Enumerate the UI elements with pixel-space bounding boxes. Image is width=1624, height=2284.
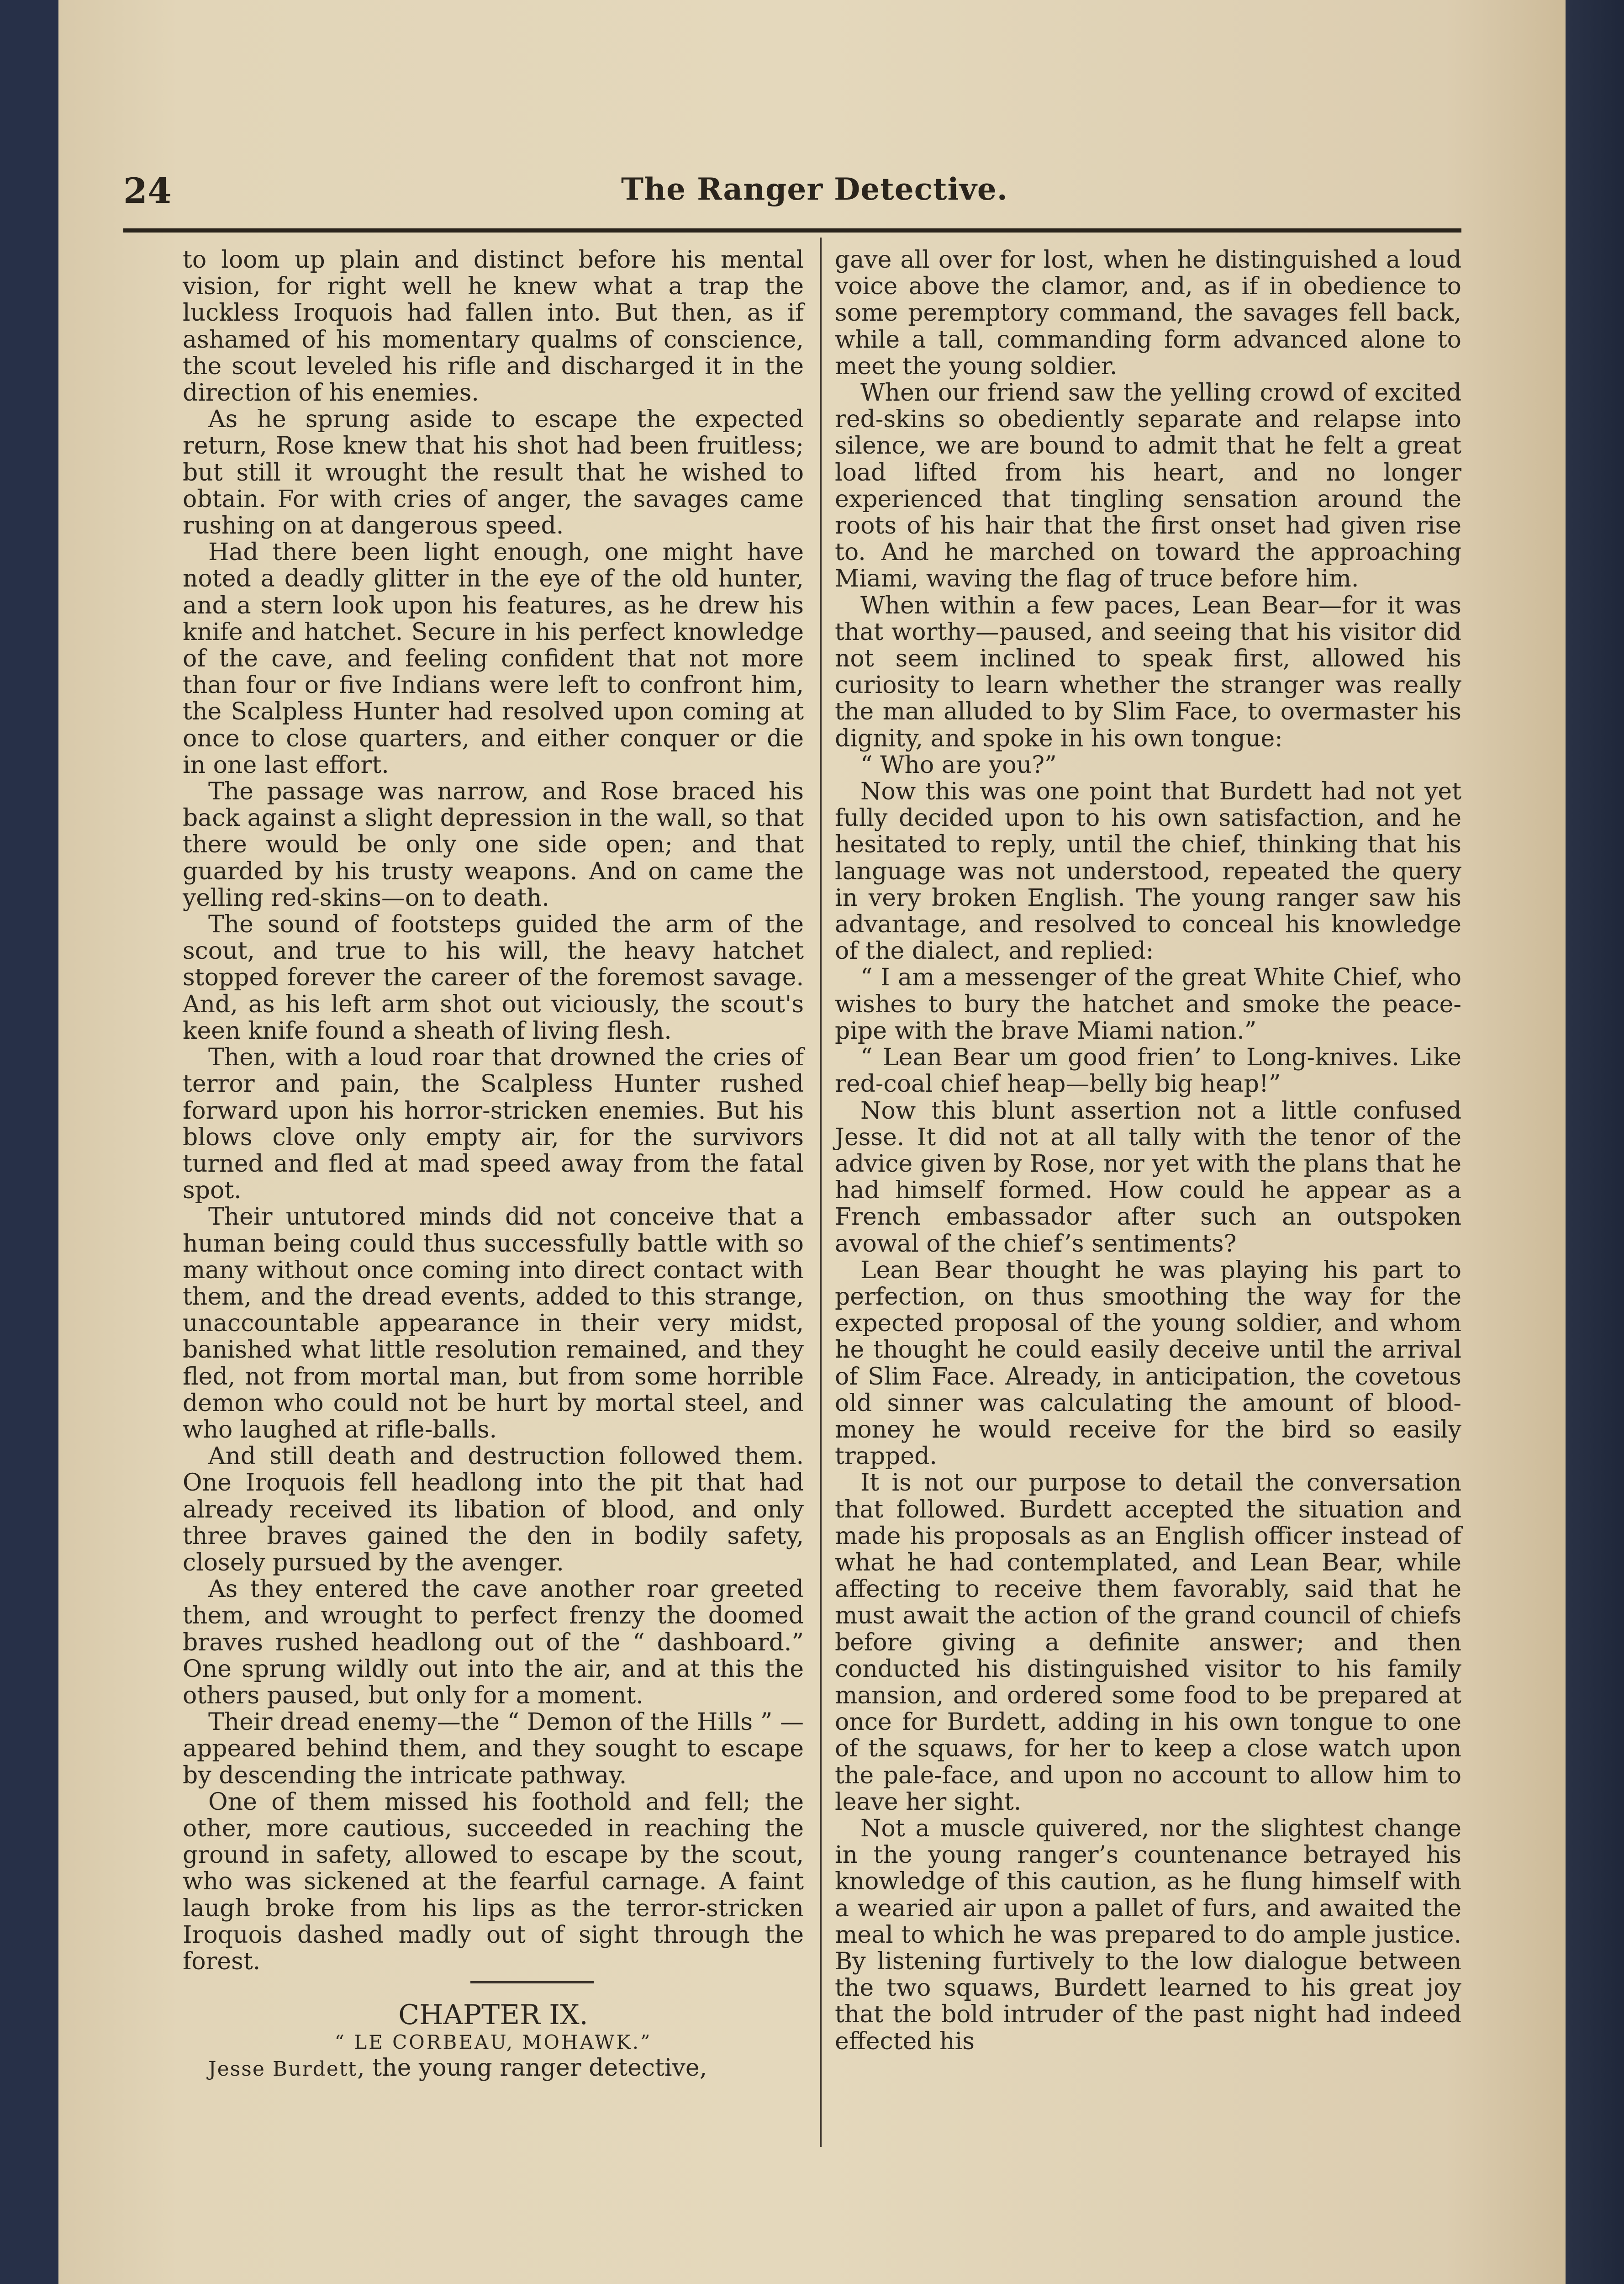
paragraph: One of them missed his foothold and fell; the other, more cautious, succeeded in reaching the ground in safety, allowed to escape by the scout, who was sickened at the fearful carnage. A faint laugh broke from his lips as the terror-stricken Iroquois dashed madly out of sight through the forest. <box>183 1788 804 1975</box>
paragraph: Lean Bear thought he was playing his part to perfection, on thus smoothing the way for the expected proposal of the young soldier, and whom he thought he could easily deceive until the arrival of Slim Face. Already, in anticipation, the covetous old sinner was calculating the amount of blood-money he would receive for the bird so easily trapped. <box>835 1256 1461 1470</box>
paragraph: Had there been light enough, one might have noted a deadly glitter in the eye of the old hunter, and a stern look upon his features, as he drew his knife and hatchet. Secure in his perfect knowledge of the cave, and feeling confident that not more than four or five Indians were left to confront him, the Scalpless Hunter had resolved upon coming at once to close quarters, and either conquer or die in one last effort. <box>183 539 804 779</box>
paragraph: It is not our purpose to detail the conversation that followed. Burdett accepted the situation and made his proposals as an English officer instead of what he had contemplated, and Lean Bear, while affecting to receive them favorably, said that he must await the action of the grand council of chiefs before giving a definite answer; and then conducted his distinguished visitor to his family mansion, and ordered some food to be prepared at once for Burdett, adding in his own tongue to one of the squaws, for her to keep a close watch upon the pale-face, and upon no account to allow him to leave her sight. <box>835 1469 1461 1816</box>
paragraph: Their dread enemy—the “ Demon of the Hills ” —appeared behind them, and they sought to escape by descending the intricate pathway. <box>183 1708 804 1789</box>
running-title: The Ranger Detective. <box>621 171 1008 207</box>
paragraph: to loom up plain and distinct before his mental vision, for right well he knew what a trap the luckless Iroquois had fallen into. But then, as if ashamed of his momentary qualms of conscience, the scout leveled his rifle and discharged it in the direction of his enemies. <box>183 246 804 407</box>
page-number: 24 <box>123 170 172 211</box>
chapter-opening-text: , the young ranger detective, <box>357 2054 707 2082</box>
running-head <box>123 162 1461 217</box>
paragraph: As he sprung aside to escape the expected return, Rose knew that his shot had been fruitless; but still it wrought the result that he wished to obtain. For with cries of anger, the savages came rushing on at dangerous speed. <box>183 406 804 540</box>
paragraph: “ Lean Bear um good frien’ to Long-knives. Like red-coal chief heap—belly big heap!” <box>835 1044 1461 1098</box>
chapter-heading: CHAPTER IX. <box>398 1999 588 2031</box>
right-column <box>835 247 1461 2055</box>
paragraph: When our friend saw the yelling crowd of excited red-skins so obediently separate and relapse into silence, we are bound to admit that he felt a great load lifted from his heart, and no longer experienced that tingling sensation around the roots of his hair that the first onset had given rise to. And he marched on toward the approaching Miami, waving the flag of truce before him. <box>835 379 1461 593</box>
paragraph: Then, with a loud roar that drowned the cries of terror and pain, the Scalpless Hunter rushed forward upon his horror-stricken enemies. But his blows clove only empty air, for the survivors turned and fled at mad speed away from the fatal spot. <box>183 1044 804 1205</box>
adjacent-page-edge <box>1566 0 1624 2284</box>
chapter-divider-rule <box>470 1981 594 1983</box>
chapter-title: “ LE CORBEAU, MOHAWK.” <box>334 2031 652 2054</box>
paragraph: As they entered the cave another roar greeted them, and wrought to perfect frenzy the doomed braves rushed headlong out of the “ dashboard.” One sprung wildly out into the air, and at this the others paused, but only for a moment. <box>183 1576 804 1709</box>
chapter-opening-name: Jesse Burdett <box>208 2057 358 2081</box>
paragraph: Now this was one point that Burdett had not yet fully decided upon to his own satisfaction, and he hesitated to reply, until the chief, thinking that his language was not understood, repeated the query in very broken English. The young ranger saw his advantage, and resolved to conceal his knowledge of the dialect, and replied: <box>835 778 1461 965</box>
paragraph: “ Who are you?” <box>860 751 1057 779</box>
paragraph: When within a few paces, Lean Bear—for it was that worthy—paused, and seeing that his visitor did not seem inclined to speak first, allowed his curiosity to learn whether the stranger was really the man alluded to by Slim Face, to overmaster his dignity, and spoke in his own tongue: <box>835 592 1461 752</box>
column-divider <box>820 238 822 2147</box>
paragraph: And still death and destruction followed them. One Iroquois fell headlong into the pit that had already received its libation of blood, and only three braves gained the den in bodily safety, closely pursued by the avenger. <box>183 1443 804 1576</box>
paragraph: Now this blunt assertion not a little confused Jesse. It did not at all tally with the tenor of the advice given by Rose, nor yet with the plans that he had himself formed. How could he appear as a French embassador after such an outspoken avowal of the chief’s sentiments? <box>835 1097 1461 1258</box>
paragraph: “ I am a messenger of the great White Chief, who wishes to bury the hatchet and smoke the peace-pipe with the brave Miami nation.” <box>835 964 1461 1045</box>
paragraph: The sound of footsteps guided the arm of the scout, and true to his will, the heavy hatchet stopped forever the career of the foremost savage. And, as his left arm shot out viciously, the scout's keen knife found a sheath of living flesh. <box>183 911 804 1045</box>
paragraph: Not a muscle quivered, nor the slightest change in the young ranger’s countenance betrayed his knowledge of this caution, as he flung himself with a wearied air upon a pallet of furs, and awaited the meal to which he was prepared to do ample justice. By listening furtively to the low dialogue between the two squaws, Burdett learned to his great joy that the bold intruder of the past night had indeed effected his <box>835 1814 1461 2055</box>
header-rule <box>123 228 1461 233</box>
left-column <box>183 247 804 2083</box>
paragraph: gave all over for lost, when he distinguished a loud voice above the clamor, and, as if in obedience to some peremptory command, the savages fell back, while a tall, commanding form advanced alone to meet the young soldier. <box>835 246 1461 380</box>
paragraph: Their untutored minds did not conceive that a human being could thus successfully battle with so many without once coming into direct contact with them, and the dread events, added to this strange, unaccountable appearance in their very midst, banished what little resolution remained, and they fled, not from mortal man, but from some horrible demon who could not be hurt by mortal steel, and who laughed at rifle-balls. <box>183 1203 804 1443</box>
paragraph: The passage was narrow, and Rose braced his back against a slight depression in the wall, so that there would be only one side open; and that guarded by his trusty weapons. And on came the yelling red-skins—on to death. <box>183 778 804 912</box>
chapter-opening-paragraph <box>183 2055 804 2083</box>
